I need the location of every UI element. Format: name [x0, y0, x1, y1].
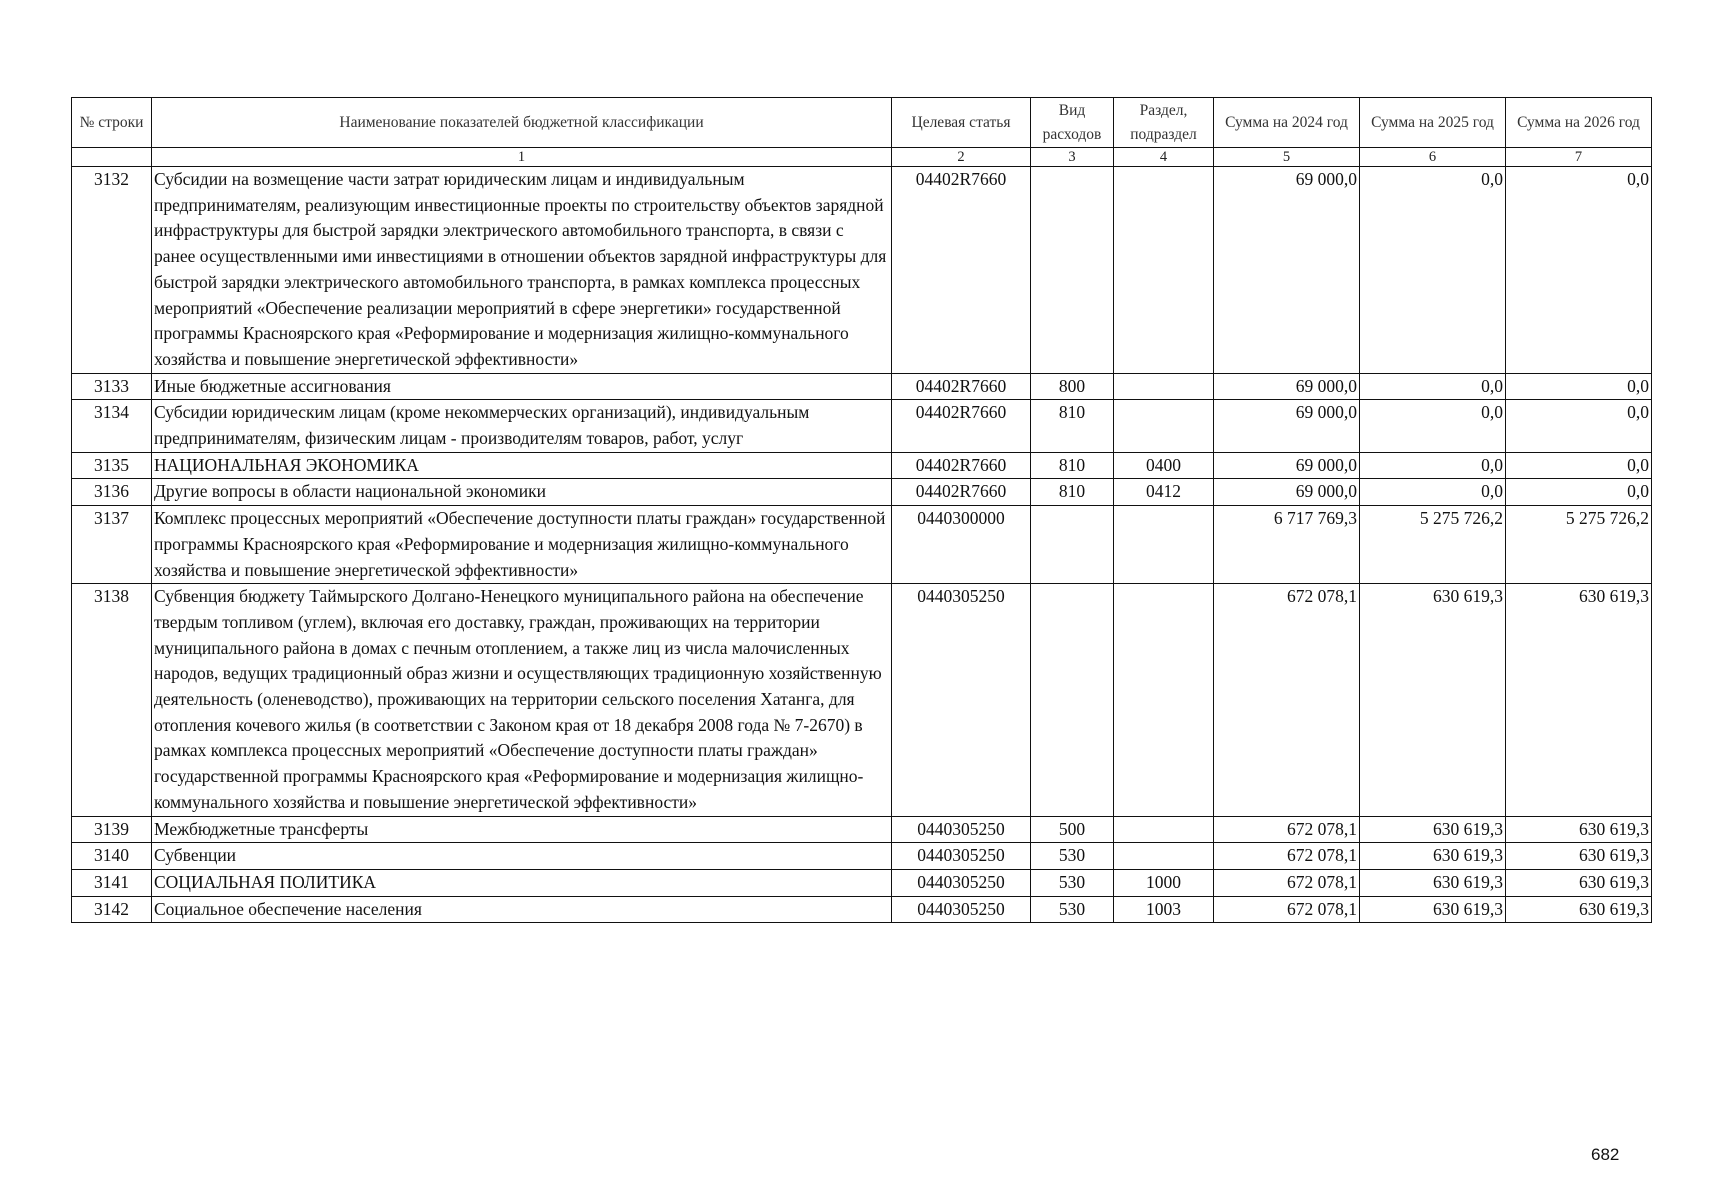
row-sum-2025: 5 275 726,2 [1360, 506, 1506, 584]
row-name: Комплекс процессных мероприятий «Обеспечение доступности платы граждан» государственной программы Красноярского края «Реформирование и модернизация жилищно-коммунального хозяйства и повышение энергетической эффективности» [152, 506, 892, 584]
row-name: Социальное обеспечение населения [152, 896, 892, 923]
header-section: Раздел, подраздел [1114, 98, 1214, 148]
row-sum-2025: 630 619,3 [1360, 584, 1506, 816]
row-sum-2024: 672 078,1 [1214, 869, 1360, 896]
row-sum-2024: 672 078,1 [1214, 584, 1360, 816]
column-number: 7 [1506, 148, 1652, 167]
table-row [72, 479, 1652, 506]
row-sum-2024: 6 717 769,3 [1214, 506, 1360, 584]
row-target-code: 0440305250 [892, 869, 1031, 896]
row-expense-kind: 530 [1031, 843, 1114, 870]
row-section: 1003 [1114, 896, 1214, 923]
row-sum-2026: 0,0 [1506, 452, 1652, 479]
row-sum-2024: 69 000,0 [1214, 452, 1360, 479]
row-expense-kind: 810 [1031, 452, 1114, 479]
page-number: 682 [1591, 1145, 1620, 1164]
table-row [72, 843, 1652, 870]
row-sum-2025: 630 619,3 [1360, 843, 1506, 870]
row-sum-2025: 630 619,3 [1360, 816, 1506, 843]
row-sum-2025: 0,0 [1360, 400, 1506, 452]
row-target-code: 0440305250 [892, 584, 1031, 816]
row-section: 0400 [1114, 452, 1214, 479]
header-target: Целевая статья [892, 98, 1031, 148]
row-sum-2026: 630 619,3 [1506, 896, 1652, 923]
row-sum-2026: 0,0 [1506, 373, 1652, 400]
row-number: 3132 [72, 167, 152, 374]
row-expense-kind [1031, 167, 1114, 374]
row-number: 3136 [72, 479, 152, 506]
row-sum-2025: 630 619,3 [1360, 869, 1506, 896]
header-sum-2025: Сумма на 2025 год [1360, 98, 1506, 148]
column-number: 5 [1214, 148, 1360, 167]
column-number [72, 148, 152, 167]
header-name: Наименование показателей бюджетной классификации [152, 98, 892, 148]
row-name: Субвенции [152, 843, 892, 870]
column-number: 2 [892, 148, 1031, 167]
row-sum-2026: 0,0 [1506, 400, 1652, 452]
budget-table [71, 97, 1652, 923]
table-row [72, 816, 1652, 843]
row-sum-2024: 672 078,1 [1214, 896, 1360, 923]
row-name: Другие вопросы в области национальной экономики [152, 479, 892, 506]
row-sum-2024: 672 078,1 [1214, 816, 1360, 843]
row-expense-kind: 530 [1031, 896, 1114, 923]
row-sum-2026: 0,0 [1506, 479, 1652, 506]
column-number: 6 [1360, 148, 1506, 167]
row-sum-2024: 69 000,0 [1214, 167, 1360, 374]
row-sum-2025: 0,0 [1360, 373, 1506, 400]
row-target-code: 0440305250 [892, 896, 1031, 923]
table-row [72, 167, 1652, 374]
row-target-code: 04402R7660 [892, 479, 1031, 506]
row-target-code: 0440305250 [892, 816, 1031, 843]
row-name: Субвенция бюджету Таймырского Долгано-Ненецкого муниципального района на обеспечение твердым топливом (углем), включая его доставку, граждан, проживающих на территории муниципального района в домах с печным отоплением, а также лиц из числа малочисленных народов, ведущих традиционный образ жизни и осуществляющих традиционную хозяйственную деятельность (оленеводство), проживающих на территории сельского поселения Хатанга, для отопления кочевого жилья (в соответствии с Законом края от 18 декабря 2008 года № 7-2670) в рамках комплекса процессных мероприятий «Обеспечение доступности платы граждан» государственной программы Красноярского края «Реформирование и модернизация жилищно-коммунального хозяйства и повышение энергетической эффективности» [152, 584, 892, 816]
header-sum-2024: Сумма на 2024 год [1214, 98, 1360, 148]
table-row [72, 506, 1652, 584]
row-section [1114, 506, 1214, 584]
row-sum-2025: 0,0 [1360, 479, 1506, 506]
row-sum-2025: 0,0 [1360, 452, 1506, 479]
row-number: 3138 [72, 584, 152, 816]
row-name: СОЦИАЛЬНАЯ ПОЛИТИКА [152, 869, 892, 896]
row-section [1114, 167, 1214, 374]
row-expense-kind [1031, 584, 1114, 816]
column-number: 1 [152, 148, 892, 167]
row-expense-kind: 500 [1031, 816, 1114, 843]
row-name: Иные бюджетные ассигнования [152, 373, 892, 400]
row-section: 1000 [1114, 869, 1214, 896]
row-sum-2025: 630 619,3 [1360, 896, 1506, 923]
header-row [72, 98, 1652, 148]
row-sum-2026: 0,0 [1506, 167, 1652, 374]
row-section [1114, 816, 1214, 843]
header-row-no: № строки [72, 98, 152, 148]
column-number: 4 [1114, 148, 1214, 167]
row-sum-2026: 630 619,3 [1506, 584, 1652, 816]
row-target-code: 04402R7660 [892, 400, 1031, 452]
column-numbers-row [72, 148, 1652, 167]
row-sum-2026: 630 619,3 [1506, 869, 1652, 896]
table-row [72, 896, 1652, 923]
row-number: 3140 [72, 843, 152, 870]
table-row [72, 452, 1652, 479]
table-row [72, 373, 1652, 400]
row-expense-kind: 530 [1031, 869, 1114, 896]
row-name: НАЦИОНАЛЬНАЯ ЭКОНОМИКА [152, 452, 892, 479]
row-sum-2026: 630 619,3 [1506, 816, 1652, 843]
row-sum-2025: 0,0 [1360, 167, 1506, 374]
row-sum-2024: 69 000,0 [1214, 479, 1360, 506]
row-section [1114, 584, 1214, 816]
row-number: 3139 [72, 816, 152, 843]
row-section [1114, 843, 1214, 870]
row-name: Субсидии на возмещение части затрат юридическим лицам и индивидуальным предпринимателям, реализующим инвестиционные проекты по строительству объектов зарядной инфраструктуры для быстрой зарядки электрического автомобильного транспорта, в связи с ранее осуществленными ими инвестициями в отношении объектов зарядной инфраструктуры для быстрой зарядки электрического автомобильного транспорта, в рамках комплекса процессных мероприятий «Обеспечение реализации мероприятий в сфере энергетики» государственной программы Красноярского края «Реформирование и модернизация жилищно-коммунального хозяйства и повышение энергетической эффективности» [152, 167, 892, 374]
row-number: 3142 [72, 896, 152, 923]
row-number: 3134 [72, 400, 152, 452]
table-row [72, 869, 1652, 896]
row-section [1114, 373, 1214, 400]
row-target-code: 0440305250 [892, 843, 1031, 870]
row-section [1114, 400, 1214, 452]
header-kind: Вид расходов [1031, 98, 1114, 148]
row-section: 0412 [1114, 479, 1214, 506]
row-name: Межбюджетные трансферты [152, 816, 892, 843]
table-header [72, 98, 1652, 167]
table-row [72, 584, 1652, 816]
row-number: 3141 [72, 869, 152, 896]
row-expense-kind: 810 [1031, 479, 1114, 506]
row-expense-kind: 800 [1031, 373, 1114, 400]
row-target-code: 0440300000 [892, 506, 1031, 584]
row-number: 3137 [72, 506, 152, 584]
row-sum-2026: 5 275 726,2 [1506, 506, 1652, 584]
row-sum-2024: 672 078,1 [1214, 843, 1360, 870]
row-sum-2024: 69 000,0 [1214, 373, 1360, 400]
row-expense-kind [1031, 506, 1114, 584]
row-sum-2026: 630 619,3 [1506, 843, 1652, 870]
row-target-code: 04402R7660 [892, 452, 1031, 479]
table-row [72, 400, 1652, 452]
row-sum-2024: 69 000,0 [1214, 400, 1360, 452]
header-sum-2026: Сумма на 2026 год [1506, 98, 1652, 148]
row-name: Субсидии юридическим лицам (кроме некоммерческих организаций), индивидуальным предпринимателям, физическим лицам - производителям товаров, работ, услуг [152, 400, 892, 452]
row-target-code: 04402R7660 [892, 373, 1031, 400]
table-body [72, 167, 1652, 923]
column-number: 3 [1031, 148, 1114, 167]
row-number: 3135 [72, 452, 152, 479]
row-number: 3133 [72, 373, 152, 400]
row-expense-kind: 810 [1031, 400, 1114, 452]
row-target-code: 04402R7660 [892, 167, 1031, 374]
